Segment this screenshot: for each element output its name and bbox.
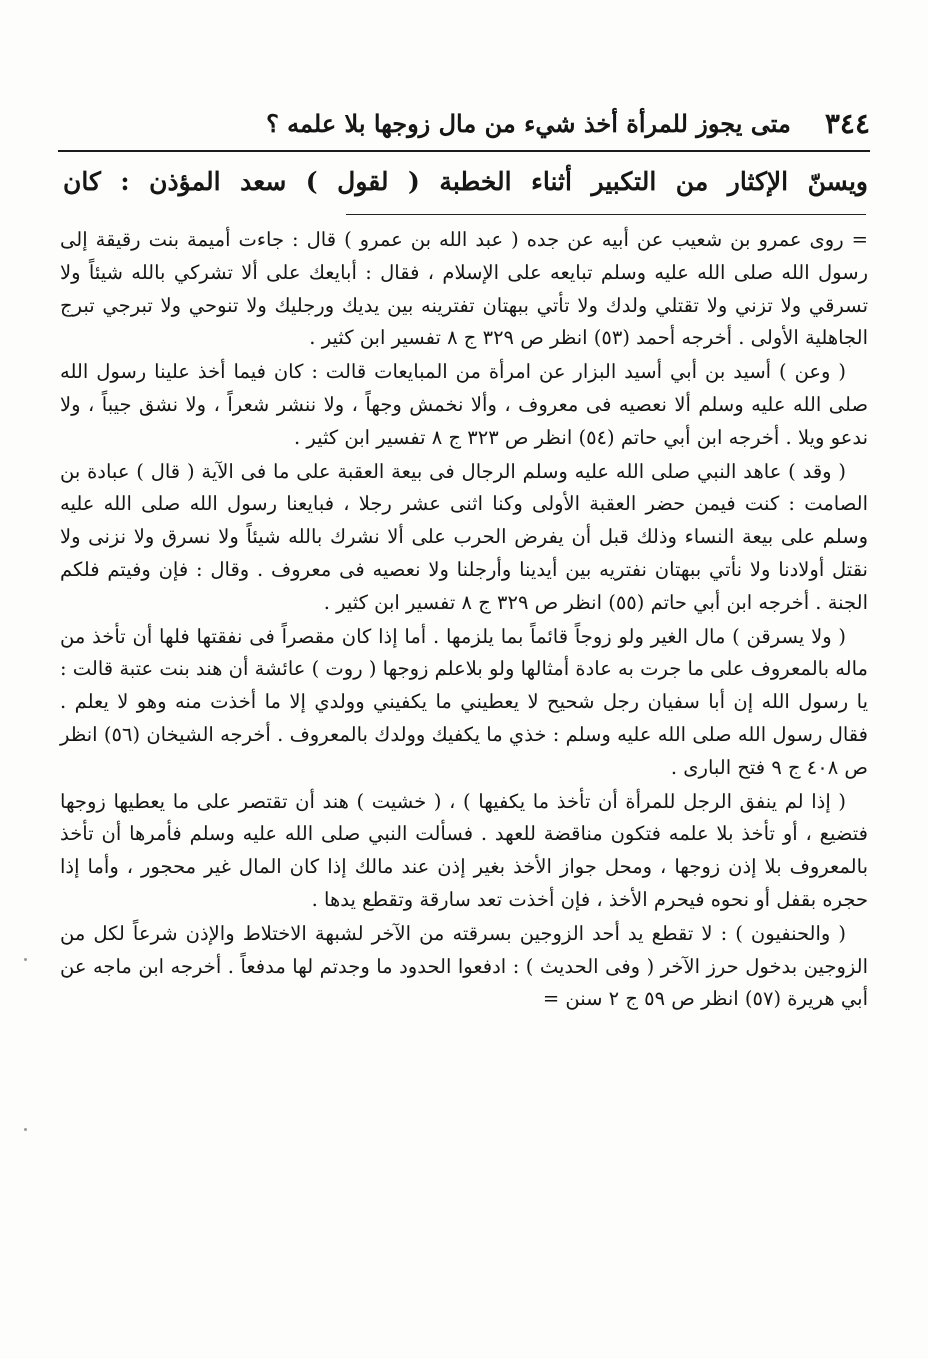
commentary-paragraph: ( إذا لم ينفق الرجل للمرأة أن تأخذ ما يكفيها ) ، ( خشيت ) هند أن تقتصر على ما يعطيها زوجها فتضيع ، أو تأخذ بلا علمه فتكون مناقضة للعهد . فسألت النبي صلى الله عليه وسلم فأمرها أن تأخذ بالمعروف بلا إذن زوجها ، ومحل جواز الأخذ بغير إذن عند مالك إذا كان المال غير محجور ، وأما إذا حجره بقفل أو نحوه فيحرم الأخذ ، فإن أخذت تعد سارقة وتقطع يدها . (60, 789, 868, 911)
commentary-block (60, 224, 868, 1017)
running-title: متى يجوز للمرأة أخذ شيء من مال زوجها بلا علمه ؟ (266, 109, 791, 138)
print-speck (24, 1128, 27, 1131)
page-header (60, 96, 870, 144)
commentary-paragraph: ( وعن ) أسيد بن أبي أسيد البزار عن امرأة من المبايعات قالت : كان فيما أخذ علينا رسول الله صلى الله عليه وسلم ألا نعصيه فى معروف ، وألا نخمش وجهاً ، ولا ننشر شعراً ، ولا نشق جيباً ، ولا ندعو ويلا . أخرجه ابن أبي حاتم (٥٤) انظر ص ٣٢٣ ج ٨ تفسير ابن كثير . (60, 360, 868, 449)
commentary-paragraph: ( والحنفيون ) : لا تقطع يد أحد الزوجين بسرقته من الآخر لشبهة الاختلاط والإذن شرعاً لكل من الزوجين بدخول حرز الآخر ( وفى الحديث ) : ادفعوا الحدود ما وجدتم لها مدفعاً . أخرجه ابن ماجه عن أبي هريرة (٥٧) انظر ص ٥٩ ج ٢ سنن = (60, 921, 868, 1011)
page-number: ٣٤٤ (824, 107, 870, 140)
header-rule (58, 150, 870, 152)
commentary-paragraph: ( وقد ) عاهد النبي صلى الله عليه وسلم الرجال فى بيعة العقبة على ما فى الآية ( قال ) عبادة بن الصامت : كنت فيمن حضر العقبة الأولى وكنا اثنى عشر رجلا ، فبايعنا رسول الله صلى الله عليه وسلم على بيعة النساء وذلك قبل أن يفرض الحرب على ألا نشرك بالله شيئاً ولا نسرق ولا نزنى ولا نقتل أولادنا ولا نأتي ببهتان نفتريه بين أيدينا وأرجلنا ولا نعصيه فى معروف . وقال : فإن وفيتم فلكم الجنة . أخرجه ابن أبي حاتم (٥٥) انظر ص ٣٢٩ ج ٨ تفسير ابن كثير . (60, 459, 868, 614)
commentary-paragraph: = روى عمرو بن شعيب عن أبيه عن جده ( عبد الله بن عمرو ) قال : جاءت أميمة بنت رقيقة إلى رسول الله صلى الله عليه وسلم تبايعه على الإسلام ، فقال : أبايعك على ألا تشركي بالله شيئاً ولا تسرقي ولا تزني ولا تقتلي ولدك ولا تأتي ببهتان تفترينه بين يديك ورجليك ولا تنوحي ولا تبرجي تبرج الجاهلية الأولى . أخرجه أحمد (٥٣) انظر ص ٣٢٩ ج ٨ تفسير ابن كثير . (60, 228, 868, 350)
print-speck (24, 958, 27, 961)
commentary-paragraph: ( ولا يسرقن ) مال الغير ولو زوجاً قائماً بما يلزمها . أما إذا كان مقصراً فى نفقتها فلها أن تأخذ من ماله بالمعروف على ما جرت به عادة أمثالها ولو بلاعلم زوجها ( روت ) عائشة أن هند بنت عتبة قالت : يا رسول الله إن أبا سفيان رجل شحيح لا يعطيني ما يكفيني وولدي إلا ما أخذت منه وهو لا يعلم . فقال رسول الله صلى الله عليه وسلم : خذي ما يكفيك وولدك بالمعروف . أخرجه الشيخان (٥٦) انظر ص ٤٠٨ ج ٩ فتح البارى . (60, 624, 868, 779)
footnote-separator (346, 214, 866, 215)
main-text-line: ويسنّ الإكثار من التكبير أثناء الخطبة ( لقول ) سعد المؤذن : كان (63, 167, 868, 196)
